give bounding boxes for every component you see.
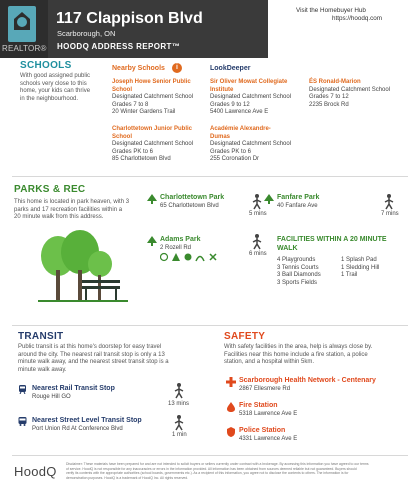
walking-person-icon [252, 194, 262, 210]
rail-transit-entry: Nearest Rail Transit Stop Rouge Hill GO [32, 385, 115, 400]
divider [12, 325, 408, 326]
walking-person-icon [174, 415, 184, 431]
realtor-logo [0, 0, 48, 58]
info-icon[interactable]: i [172, 63, 182, 73]
hoodq-logo: HoodQ [14, 464, 57, 479]
hospital-cross-icon [226, 377, 236, 387]
park-3-walk-time: 6 mins [249, 251, 267, 257]
park-entry-fanfare: Fanfare Park 40 Fanfare Ave [277, 194, 320, 209]
disclaimer-text: Disclaimer: These materials have been prepared for and are not intended to solicit buyers or sellers currently under contract with a brokerage. By accessing this information you have agreed to our terms of service. HoodQ is not responsible for any inaccuracies or errors in the information provided. All information has been obtained from sources deemed reliable but not guaranteed. Buyers should verify its contents with the appropriate authorities (school boards, governments etc.). As a recipient of this information, you agree not to disclose the contents to others. The information is for demonstration purposes. HoodQ is a trademark of HoodQ Inc. All rights reserved. [66, 462, 369, 480]
divider [12, 176, 408, 177]
school-name: ÉS Ronald-Marion [309, 79, 361, 85]
park-icon [147, 194, 157, 204]
safety-title: SAFETY [224, 331, 266, 342]
street-transit-entry: Nearest Street Level Transit Stop Port Union Rd At Conference Blvd [32, 417, 142, 432]
school-entry-ronald-marion: ÉS Ronald-Marion Designated Catchment School Grades 7 to 12 2235 Brock Rd [309, 79, 409, 109]
schools-title: SCHOOLS [20, 60, 72, 71]
park-entry-adams: Adams Park 2 Rozell Rd [160, 236, 201, 251]
school-name-cont: Institute [210, 86, 234, 93]
tree-bench-illustration [38, 230, 128, 302]
school-name: Charlottetown Junior Public [112, 126, 193, 132]
school-name: Sir Oliver Mowat Collegiate [210, 79, 288, 85]
city-label: Scarborough, ON [57, 29, 116, 38]
police-station-entry: Police Station 4331 Lawrence Ave E [239, 427, 298, 442]
train-icon [18, 385, 27, 394]
homebuyer-hub-link[interactable]: Visit the Homebuyer Hub [296, 7, 366, 14]
facilities-list-1: 4 Playgrounds 3 Tennis Courts 3 Ball Diamonds 3 Sports Fields [277, 257, 321, 286]
fire-station-icon [226, 402, 236, 412]
police-badge-icon [226, 427, 236, 437]
park-1-walk-time: 5 mins [249, 211, 267, 217]
report-title: HOODQ ADDRESS REPORT™ [57, 42, 181, 51]
fire-station-entry: Fire Station 5318 Lawrence Ave E [239, 402, 298, 417]
bus-icon [18, 417, 27, 426]
transit-title: TRANSIT [18, 331, 64, 342]
park-entry-charlottetown: Charlottetown Park 65 Charlottetown Blvd [160, 194, 225, 209]
nearby-schools-label: Nearby Schools [112, 65, 165, 72]
school-name-cont: Dumas [210, 133, 231, 140]
divider [12, 455, 408, 456]
park-icon [264, 194, 274, 204]
facilities-title: FACILITIES WITHIN A 20 MINUTE WALK [277, 236, 387, 252]
school-name: Académie Alexandre- [210, 126, 271, 132]
hoodq-url-link[interactable]: https://hoodq.com [332, 15, 383, 22]
park-2-walk-time: 7 mins [381, 211, 399, 217]
school-name-cont: School [112, 133, 133, 140]
parks-title: PARKS & REC [14, 184, 86, 195]
transit-intro: Public transit is at this home's doorstep for easy travel around the city. The nearest rail transit stop is only a 13 minute walk away, and the nearest street transit stop is a minute walk away. [18, 344, 169, 373]
hospital-entry: Scarborough Health Network - Centenary 2867 Ellesmere Rd [239, 377, 376, 392]
recreation-icons [160, 252, 220, 262]
school-entry-joseph-howe: Joseph Howe Senior Public School Designated Catchment School Grades 7 to 8 20 Winter Gardens Trail [112, 79, 208, 117]
street-walk-time: 1 min [172, 432, 187, 438]
walking-person-icon [252, 234, 262, 250]
school-entry-academie: Académie Alexandre- Dumas Designated Catchment School Grades PK to 6 255 Coronation Dr [210, 126, 306, 164]
address-title: 117 Clappison Blvd [56, 10, 203, 27]
schools-intro: With good assigned public schools very close to this home, your kids can thrive in the neighbourhood. [20, 73, 91, 102]
walking-person-icon [384, 194, 394, 210]
school-name: Joseph Howe Senior Public [112, 79, 191, 85]
parks-intro: This home is located in park heaven, with 3 parks and 17 recreation facilities within a 20 minute walk from this address. [14, 199, 130, 221]
facilities-list-2: 1 Splash Pad 1 Sledding Hill 1 Trail [341, 257, 380, 279]
park-icon [147, 236, 157, 246]
rail-walk-time: 13 mins [168, 401, 190, 407]
school-name-cont: School [112, 86, 133, 93]
school-entry-sir-oliver-mowat: Sir Oliver Mowat Collegiate Institute Designated Catchment School Grades 9 to 12 5400 Lawrence Ave E [210, 79, 306, 117]
safety-intro: With safety facilities in the area, help is always close by. Facilities near this home include a fire station, a police station, and a hospital within 5km. [224, 344, 373, 366]
realtor-label: REALTOR® [2, 44, 47, 53]
walking-person-icon [174, 383, 184, 399]
school-entry-charlottetown: Charlottetown Junior Public School Designated Catchment School Grades PK to 6 85 Charlottetown Blvd [112, 126, 208, 164]
lookdeeper-label[interactable]: LookDeeper [210, 65, 251, 72]
